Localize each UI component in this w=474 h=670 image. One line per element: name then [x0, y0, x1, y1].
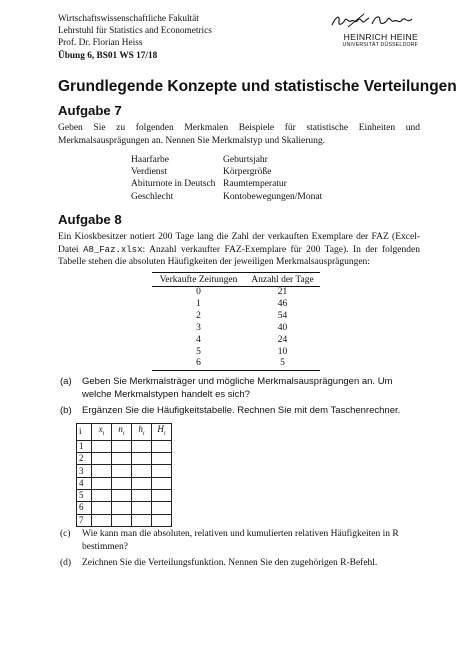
grid-row: 4 [77, 477, 172, 489]
task8-text: Ein Kioskbesitzer notiert 200 Tage lang die Zahl der verkauften Exemplare der FAZ (Excel-Datei A8_Faz.xlsx: Anzahl verkaufter FAZ-Exemplare für 200 Tage). In der folgenden Tabelle stehen die absoluten Häufigkeiten der jeweiligen Merkmalsausprägungen: [58, 232, 420, 268]
sheet-header [58, 13, 212, 62]
faculty-name: Wirtschaftswissenschaftliche Fakultät [58, 14, 199, 24]
grid-header: $x_i$ [92, 424, 112, 441]
feature-row: Geschlecht Kontobewegungen/Monat [131, 191, 323, 202]
subtask-label: (a) [60, 376, 72, 387]
grid-header: $n_i$ [112, 424, 132, 441]
grid-row: 5 [77, 489, 172, 501]
feature-row: Haarfarbe Geburtsjahr [131, 155, 268, 165]
table-row: 1 46 [196, 298, 288, 309]
subtask-label: (c) [60, 529, 71, 539]
grid-header: i [77, 424, 92, 441]
column-header: Verkaufte Zeitungen [152, 273, 245, 287]
column-header: Anzahl der Tage [245, 273, 320, 287]
frequency-table [152, 272, 320, 371]
empty-frequency-grid [76, 423, 172, 527]
grid-row: 2 [77, 453, 172, 465]
feature-list [131, 154, 322, 203]
subtask-d [60, 557, 420, 570]
table-row: 2 54 [196, 310, 288, 321]
grid-row: 1 [77, 440, 172, 452]
logo-subtitle: UNIVERSITÄT DÜSSELDORF [342, 42, 418, 48]
grid-row: 7 [77, 514, 172, 526]
subtask-text: Ergänzen Sie die Häufigkeitstabelle. Rechnen Sie mit dem Taschenrechner. [82, 405, 401, 416]
table-header-row [152, 273, 320, 287]
grid-header: $h_i$ [132, 424, 152, 441]
page-title: Grundlegende Konzepte und statistische Verteilungen [58, 78, 457, 95]
subtask-text: Zeichnen Sie die Verteilungsfunktion. Nennen Sie den zugehörigen R-Befehl. [82, 558, 378, 568]
subtask-a [60, 376, 420, 401]
professor-name: Prof. Dr. Florian Heiss [58, 38, 143, 49]
task7-heading: Aufgabe 7 [58, 103, 122, 118]
grid-header: $H_i$ [152, 424, 172, 441]
table-row: 6 5 [152, 358, 320, 370]
subtask-text: Geben Sie Merkmalsträger und mögliche Merkmalsausprägungen an. Um welche Merkmalstypen handelt es sich? [82, 376, 393, 400]
table-row: 5 10 [196, 346, 288, 357]
signature-logo-icon [328, 12, 418, 32]
chair-name: Lehrstuhl für Statistics and Econometrics [58, 26, 212, 37]
subtask-label: (b) [60, 405, 72, 416]
table-row: 4 24 [196, 334, 288, 345]
table-row: 0 21 [196, 287, 288, 297]
subtask-b [60, 405, 420, 418]
table-row: 3 40 [196, 322, 288, 333]
excel-file-name: A8_Faz.xlsx [83, 244, 143, 255]
grid-header-row [77, 424, 172, 441]
subtask-label: (d) [60, 558, 72, 568]
feature-row: Verdienst Körpergröße [131, 167, 272, 178]
feature-row: Abiturnote in Deutsch Raumtemperatur [131, 179, 287, 190]
task8-heading: Aufgabe 8 [58, 212, 122, 227]
grid-row: 6 [77, 502, 172, 514]
task7-text: Geben Sie zu folgenden Merkmalen Beispiele für statistische Einheiten und Merkmalsausprägungen an. Nennen Sie Merkmalstyp und Skalierung. [58, 123, 420, 146]
grid-row: 3 [77, 465, 172, 477]
university-logo [316, 12, 418, 49]
logo-name: HEINRICH HEINE [343, 32, 418, 42]
subtask-text: Wie kann man die absoluten, relativen und kumulierten relativen Häufigkeiten in R bestimmen? [82, 529, 399, 552]
sheet-number: Übung 6, BS01 WS 17/18 [58, 50, 158, 61]
subtask-c [60, 528, 420, 553]
